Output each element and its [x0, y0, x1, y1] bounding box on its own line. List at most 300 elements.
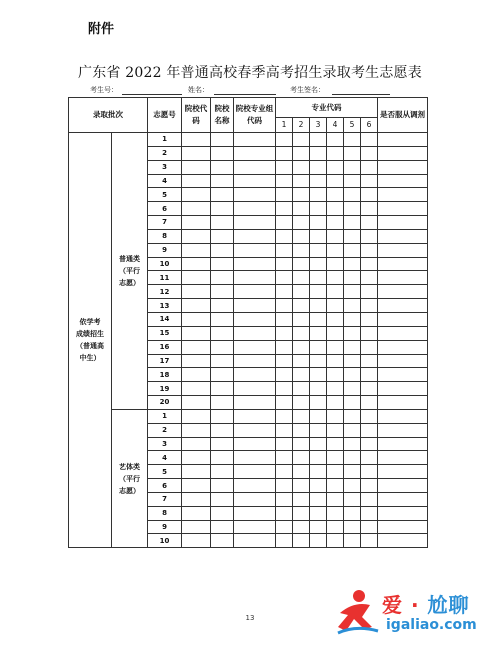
school-code-cell[interactable] [182, 299, 211, 313]
school-code-cell[interactable] [182, 451, 211, 465]
major-code-cell[interactable] [293, 479, 310, 493]
major-group-code-cell[interactable] [234, 506, 276, 520]
major-code-cell[interactable] [293, 299, 310, 313]
major-code-cell[interactable] [310, 312, 327, 326]
school-code-cell[interactable] [182, 326, 211, 340]
major-code-cell[interactable] [310, 451, 327, 465]
school-code-cell[interactable] [182, 465, 211, 479]
major-code-cell[interactable] [327, 202, 344, 216]
major-code-cell[interactable] [310, 229, 327, 243]
major-group-code-cell[interactable] [234, 437, 276, 451]
major-code-cell[interactable] [276, 506, 293, 520]
major-code-cell[interactable] [361, 326, 378, 340]
major-code-cell[interactable] [327, 382, 344, 396]
major-code-cell[interactable] [276, 451, 293, 465]
school-code-cell[interactable] [182, 423, 211, 437]
school-name-cell[interactable] [211, 520, 234, 534]
major-group-code-cell[interactable] [234, 229, 276, 243]
major-code-cell[interactable] [344, 340, 361, 354]
major-code-cell[interactable] [361, 243, 378, 257]
major-group-code-cell[interactable] [234, 534, 276, 548]
major-code-cell[interactable] [293, 409, 310, 423]
school-code-cell[interactable] [182, 229, 211, 243]
major-code-cell[interactable] [276, 285, 293, 299]
major-code-cell[interactable] [276, 312, 293, 326]
major-code-cell[interactable] [361, 382, 378, 396]
school-code-cell[interactable] [182, 340, 211, 354]
major-code-cell[interactable] [344, 492, 361, 506]
school-name-cell[interactable] [211, 326, 234, 340]
major-group-code-cell[interactable] [234, 423, 276, 437]
major-code-cell[interactable] [361, 368, 378, 382]
school-code-cell[interactable] [182, 396, 211, 410]
major-code-cell[interactable] [344, 188, 361, 202]
accept-adjust-cell[interactable] [378, 382, 428, 396]
major-code-cell[interactable] [327, 354, 344, 368]
major-code-cell[interactable] [293, 492, 310, 506]
major-code-cell[interactable] [293, 437, 310, 451]
major-code-cell[interactable] [310, 326, 327, 340]
major-code-cell[interactable] [293, 382, 310, 396]
major-code-cell[interactable] [327, 396, 344, 410]
major-code-cell[interactable] [344, 423, 361, 437]
major-code-cell[interactable] [293, 216, 310, 230]
major-code-cell[interactable] [361, 534, 378, 548]
major-code-cell[interactable] [310, 133, 327, 147]
major-code-cell[interactable] [276, 299, 293, 313]
major-code-cell[interactable] [361, 492, 378, 506]
major-code-cell[interactable] [293, 243, 310, 257]
major-code-cell[interactable] [310, 382, 327, 396]
major-code-cell[interactable] [310, 160, 327, 174]
school-name-cell[interactable] [211, 437, 234, 451]
major-code-cell[interactable] [327, 326, 344, 340]
major-code-cell[interactable] [361, 257, 378, 271]
major-code-cell[interactable] [344, 409, 361, 423]
school-code-cell[interactable] [182, 492, 211, 506]
major-code-cell[interactable] [276, 382, 293, 396]
major-code-cell[interactable] [361, 409, 378, 423]
major-code-cell[interactable] [293, 160, 310, 174]
school-code-cell[interactable] [182, 479, 211, 493]
major-code-cell[interactable] [276, 409, 293, 423]
major-group-code-cell[interactable] [234, 160, 276, 174]
signature-field[interactable] [332, 94, 390, 95]
major-code-cell[interactable] [361, 479, 378, 493]
accept-adjust-cell[interactable] [378, 409, 428, 423]
accept-adjust-cell[interactable] [378, 479, 428, 493]
school-name-cell[interactable] [211, 160, 234, 174]
major-code-cell[interactable] [327, 409, 344, 423]
school-name-cell[interactable] [211, 451, 234, 465]
major-code-cell[interactable] [361, 520, 378, 534]
major-code-cell[interactable] [310, 492, 327, 506]
accept-adjust-cell[interactable] [378, 133, 428, 147]
major-code-cell[interactable] [293, 257, 310, 271]
major-code-cell[interactable] [276, 396, 293, 410]
major-code-cell[interactable] [276, 326, 293, 340]
accept-adjust-cell[interactable] [378, 188, 428, 202]
major-code-cell[interactable] [327, 312, 344, 326]
major-code-cell[interactable] [293, 423, 310, 437]
accept-adjust-cell[interactable] [378, 285, 428, 299]
school-name-cell[interactable] [211, 312, 234, 326]
major-code-cell[interactable] [327, 243, 344, 257]
major-group-code-cell[interactable] [234, 340, 276, 354]
major-group-code-cell[interactable] [234, 257, 276, 271]
major-code-cell[interactable] [344, 382, 361, 396]
major-code-cell[interactable] [276, 146, 293, 160]
major-code-cell[interactable] [361, 160, 378, 174]
major-group-code-cell[interactable] [234, 271, 276, 285]
accept-adjust-cell[interactable] [378, 437, 428, 451]
major-code-cell[interactable] [293, 396, 310, 410]
major-code-cell[interactable] [344, 174, 361, 188]
major-group-code-cell[interactable] [234, 188, 276, 202]
major-group-code-cell[interactable] [234, 354, 276, 368]
school-name-cell[interactable] [211, 133, 234, 147]
school-name-cell[interactable] [211, 174, 234, 188]
school-name-cell[interactable] [211, 257, 234, 271]
accept-adjust-cell[interactable] [378, 299, 428, 313]
accept-adjust-cell[interactable] [378, 520, 428, 534]
accept-adjust-cell[interactable] [378, 465, 428, 479]
major-code-cell[interactable] [276, 368, 293, 382]
major-code-cell[interactable] [327, 299, 344, 313]
accept-adjust-cell[interactable] [378, 216, 428, 230]
major-code-cell[interactable] [361, 271, 378, 285]
major-code-cell[interactable] [293, 202, 310, 216]
school-name-cell[interactable] [211, 409, 234, 423]
school-name-cell[interactable] [211, 396, 234, 410]
school-name-cell[interactable] [211, 479, 234, 493]
major-code-cell[interactable] [344, 354, 361, 368]
major-group-code-cell[interactable] [234, 520, 276, 534]
accept-adjust-cell[interactable] [378, 312, 428, 326]
major-code-cell[interactable] [310, 340, 327, 354]
major-code-cell[interactable] [361, 312, 378, 326]
school-name-cell[interactable] [211, 465, 234, 479]
major-code-cell[interactable] [276, 271, 293, 285]
school-code-cell[interactable] [182, 506, 211, 520]
major-group-code-cell[interactable] [234, 409, 276, 423]
major-code-cell[interactable] [344, 202, 361, 216]
major-code-cell[interactable] [361, 202, 378, 216]
accept-adjust-cell[interactable] [378, 257, 428, 271]
school-code-cell[interactable] [182, 382, 211, 396]
major-group-code-cell[interactable] [234, 479, 276, 493]
accept-adjust-cell[interactable] [378, 396, 428, 410]
major-code-cell[interactable] [361, 354, 378, 368]
accept-adjust-cell[interactable] [378, 340, 428, 354]
major-code-cell[interactable] [327, 506, 344, 520]
major-code-cell[interactable] [293, 354, 310, 368]
major-code-cell[interactable] [276, 257, 293, 271]
school-code-cell[interactable] [182, 368, 211, 382]
school-code-cell[interactable] [182, 243, 211, 257]
accept-adjust-cell[interactable] [378, 160, 428, 174]
major-code-cell[interactable] [310, 202, 327, 216]
major-code-cell[interactable] [310, 285, 327, 299]
major-code-cell[interactable] [310, 479, 327, 493]
accept-adjust-cell[interactable] [378, 492, 428, 506]
major-code-cell[interactable] [293, 146, 310, 160]
major-group-code-cell[interactable] [234, 202, 276, 216]
major-code-cell[interactable] [293, 133, 310, 147]
school-name-cell[interactable] [211, 202, 234, 216]
major-code-cell[interactable] [293, 506, 310, 520]
major-code-cell[interactable] [293, 520, 310, 534]
major-code-cell[interactable] [327, 492, 344, 506]
school-name-cell[interactable] [211, 506, 234, 520]
major-group-code-cell[interactable] [234, 174, 276, 188]
major-code-cell[interactable] [344, 479, 361, 493]
major-code-cell[interactable] [361, 188, 378, 202]
accept-adjust-cell[interactable] [378, 174, 428, 188]
major-code-cell[interactable] [310, 368, 327, 382]
school-name-cell[interactable] [211, 382, 234, 396]
school-code-cell[interactable] [182, 520, 211, 534]
school-code-cell[interactable] [182, 271, 211, 285]
major-code-cell[interactable] [361, 216, 378, 230]
major-code-cell[interactable] [293, 534, 310, 548]
accept-adjust-cell[interactable] [378, 271, 428, 285]
major-code-cell[interactable] [310, 506, 327, 520]
school-name-cell[interactable] [211, 423, 234, 437]
accept-adjust-cell[interactable] [378, 534, 428, 548]
school-name-cell[interactable] [211, 492, 234, 506]
major-code-cell[interactable] [310, 437, 327, 451]
major-code-cell[interactable] [344, 160, 361, 174]
accept-adjust-cell[interactable] [378, 146, 428, 160]
school-code-cell[interactable] [182, 146, 211, 160]
major-group-code-cell[interactable] [234, 312, 276, 326]
major-code-cell[interactable] [276, 243, 293, 257]
major-group-code-cell[interactable] [234, 465, 276, 479]
major-code-cell[interactable] [293, 465, 310, 479]
major-code-cell[interactable] [276, 229, 293, 243]
school-code-cell[interactable] [182, 174, 211, 188]
major-code-cell[interactable] [276, 354, 293, 368]
major-code-cell[interactable] [361, 229, 378, 243]
major-code-cell[interactable] [344, 534, 361, 548]
major-code-cell[interactable] [310, 299, 327, 313]
major-code-cell[interactable] [344, 368, 361, 382]
major-code-cell[interactable] [327, 465, 344, 479]
major-code-cell[interactable] [327, 174, 344, 188]
major-group-code-cell[interactable] [234, 216, 276, 230]
school-code-cell[interactable] [182, 285, 211, 299]
school-code-cell[interactable] [182, 437, 211, 451]
major-code-cell[interactable] [276, 492, 293, 506]
accept-adjust-cell[interactable] [378, 243, 428, 257]
school-name-cell[interactable] [211, 271, 234, 285]
school-name-cell[interactable] [211, 146, 234, 160]
major-code-cell[interactable] [293, 188, 310, 202]
major-code-cell[interactable] [310, 174, 327, 188]
major-code-cell[interactable] [344, 520, 361, 534]
major-code-cell[interactable] [344, 506, 361, 520]
major-code-cell[interactable] [310, 354, 327, 368]
major-code-cell[interactable] [361, 437, 378, 451]
school-code-cell[interactable] [182, 188, 211, 202]
major-code-cell[interactable] [310, 396, 327, 410]
major-code-cell[interactable] [344, 146, 361, 160]
school-code-cell[interactable] [182, 257, 211, 271]
school-name-cell[interactable] [211, 216, 234, 230]
major-code-cell[interactable] [361, 285, 378, 299]
school-name-cell[interactable] [211, 340, 234, 354]
school-code-cell[interactable] [182, 312, 211, 326]
school-name-cell[interactable] [211, 243, 234, 257]
major-code-cell[interactable] [310, 465, 327, 479]
accept-adjust-cell[interactable] [378, 368, 428, 382]
major-code-cell[interactable] [276, 465, 293, 479]
major-code-cell[interactable] [276, 520, 293, 534]
major-code-cell[interactable] [293, 271, 310, 285]
major-code-cell[interactable] [327, 229, 344, 243]
major-code-cell[interactable] [361, 451, 378, 465]
major-code-cell[interactable] [344, 299, 361, 313]
accept-adjust-cell[interactable] [378, 326, 428, 340]
major-code-cell[interactable] [276, 202, 293, 216]
major-code-cell[interactable] [293, 368, 310, 382]
major-code-cell[interactable] [361, 174, 378, 188]
major-code-cell[interactable] [344, 312, 361, 326]
major-code-cell[interactable] [327, 257, 344, 271]
major-code-cell[interactable] [327, 534, 344, 548]
major-code-cell[interactable] [327, 146, 344, 160]
school-code-cell[interactable] [182, 202, 211, 216]
accept-adjust-cell[interactable] [378, 451, 428, 465]
major-code-cell[interactable] [327, 340, 344, 354]
major-group-code-cell[interactable] [234, 133, 276, 147]
major-code-cell[interactable] [361, 146, 378, 160]
major-code-cell[interactable] [344, 271, 361, 285]
major-code-cell[interactable] [327, 133, 344, 147]
major-code-cell[interactable] [344, 229, 361, 243]
major-group-code-cell[interactable] [234, 299, 276, 313]
major-code-cell[interactable] [344, 451, 361, 465]
school-name-cell[interactable] [211, 229, 234, 243]
major-code-cell[interactable] [344, 396, 361, 410]
major-code-cell[interactable] [293, 285, 310, 299]
school-name-cell[interactable] [211, 285, 234, 299]
school-code-cell[interactable] [182, 133, 211, 147]
major-code-cell[interactable] [276, 479, 293, 493]
major-code-cell[interactable] [293, 312, 310, 326]
major-code-cell[interactable] [310, 257, 327, 271]
major-code-cell[interactable] [276, 133, 293, 147]
major-group-code-cell[interactable] [234, 146, 276, 160]
major-code-cell[interactable] [327, 368, 344, 382]
accept-adjust-cell[interactable] [378, 423, 428, 437]
major-group-code-cell[interactable] [234, 285, 276, 299]
school-name-cell[interactable] [211, 534, 234, 548]
major-code-cell[interactable] [276, 188, 293, 202]
major-code-cell[interactable] [310, 409, 327, 423]
major-code-cell[interactable] [310, 188, 327, 202]
major-code-cell[interactable] [293, 340, 310, 354]
major-code-cell[interactable] [361, 423, 378, 437]
accept-adjust-cell[interactable] [378, 506, 428, 520]
major-code-cell[interactable] [310, 243, 327, 257]
school-code-cell[interactable] [182, 409, 211, 423]
major-code-cell[interactable] [327, 437, 344, 451]
major-code-cell[interactable] [327, 520, 344, 534]
school-code-cell[interactable] [182, 534, 211, 548]
major-code-cell[interactable] [293, 326, 310, 340]
major-code-cell[interactable] [327, 188, 344, 202]
major-code-cell[interactable] [276, 534, 293, 548]
major-code-cell[interactable] [276, 423, 293, 437]
major-code-cell[interactable] [361, 340, 378, 354]
major-code-cell[interactable] [293, 229, 310, 243]
accept-adjust-cell[interactable] [378, 354, 428, 368]
major-group-code-cell[interactable] [234, 368, 276, 382]
major-code-cell[interactable] [293, 174, 310, 188]
major-code-cell[interactable] [276, 174, 293, 188]
school-name-cell[interactable] [211, 368, 234, 382]
major-code-cell[interactable] [344, 243, 361, 257]
major-group-code-cell[interactable] [234, 396, 276, 410]
major-code-cell[interactable] [344, 437, 361, 451]
major-code-cell[interactable] [310, 216, 327, 230]
major-group-code-cell[interactable] [234, 243, 276, 257]
school-name-cell[interactable] [211, 354, 234, 368]
major-code-cell[interactable] [361, 396, 378, 410]
school-code-cell[interactable] [182, 354, 211, 368]
major-code-cell[interactable] [310, 271, 327, 285]
major-code-cell[interactable] [344, 285, 361, 299]
accept-adjust-cell[interactable] [378, 202, 428, 216]
major-code-cell[interactable] [310, 520, 327, 534]
major-code-cell[interactable] [327, 423, 344, 437]
major-code-cell[interactable] [344, 216, 361, 230]
major-code-cell[interactable] [361, 133, 378, 147]
major-code-cell[interactable] [327, 160, 344, 174]
major-code-cell[interactable] [344, 465, 361, 479]
major-code-cell[interactable] [344, 326, 361, 340]
major-code-cell[interactable] [361, 299, 378, 313]
major-code-cell[interactable] [327, 479, 344, 493]
major-code-cell[interactable] [276, 340, 293, 354]
major-code-cell[interactable] [276, 216, 293, 230]
major-code-cell[interactable] [361, 465, 378, 479]
major-code-cell[interactable] [344, 257, 361, 271]
name-field[interactable] [214, 94, 276, 95]
major-code-cell[interactable] [293, 451, 310, 465]
major-code-cell[interactable] [327, 451, 344, 465]
major-code-cell[interactable] [310, 146, 327, 160]
school-code-cell[interactable] [182, 160, 211, 174]
major-code-cell[interactable] [327, 271, 344, 285]
major-code-cell[interactable] [327, 285, 344, 299]
major-code-cell[interactable] [310, 423, 327, 437]
major-code-cell[interactable] [361, 506, 378, 520]
school-code-cell[interactable] [182, 216, 211, 230]
major-code-cell[interactable] [344, 133, 361, 147]
school-name-cell[interactable] [211, 299, 234, 313]
major-code-cell[interactable] [276, 437, 293, 451]
major-group-code-cell[interactable] [234, 326, 276, 340]
major-group-code-cell[interactable] [234, 382, 276, 396]
school-name-cell[interactable] [211, 188, 234, 202]
major-group-code-cell[interactable] [234, 451, 276, 465]
major-group-code-cell[interactable] [234, 492, 276, 506]
major-code-cell[interactable] [327, 216, 344, 230]
major-code-cell[interactable] [310, 534, 327, 548]
